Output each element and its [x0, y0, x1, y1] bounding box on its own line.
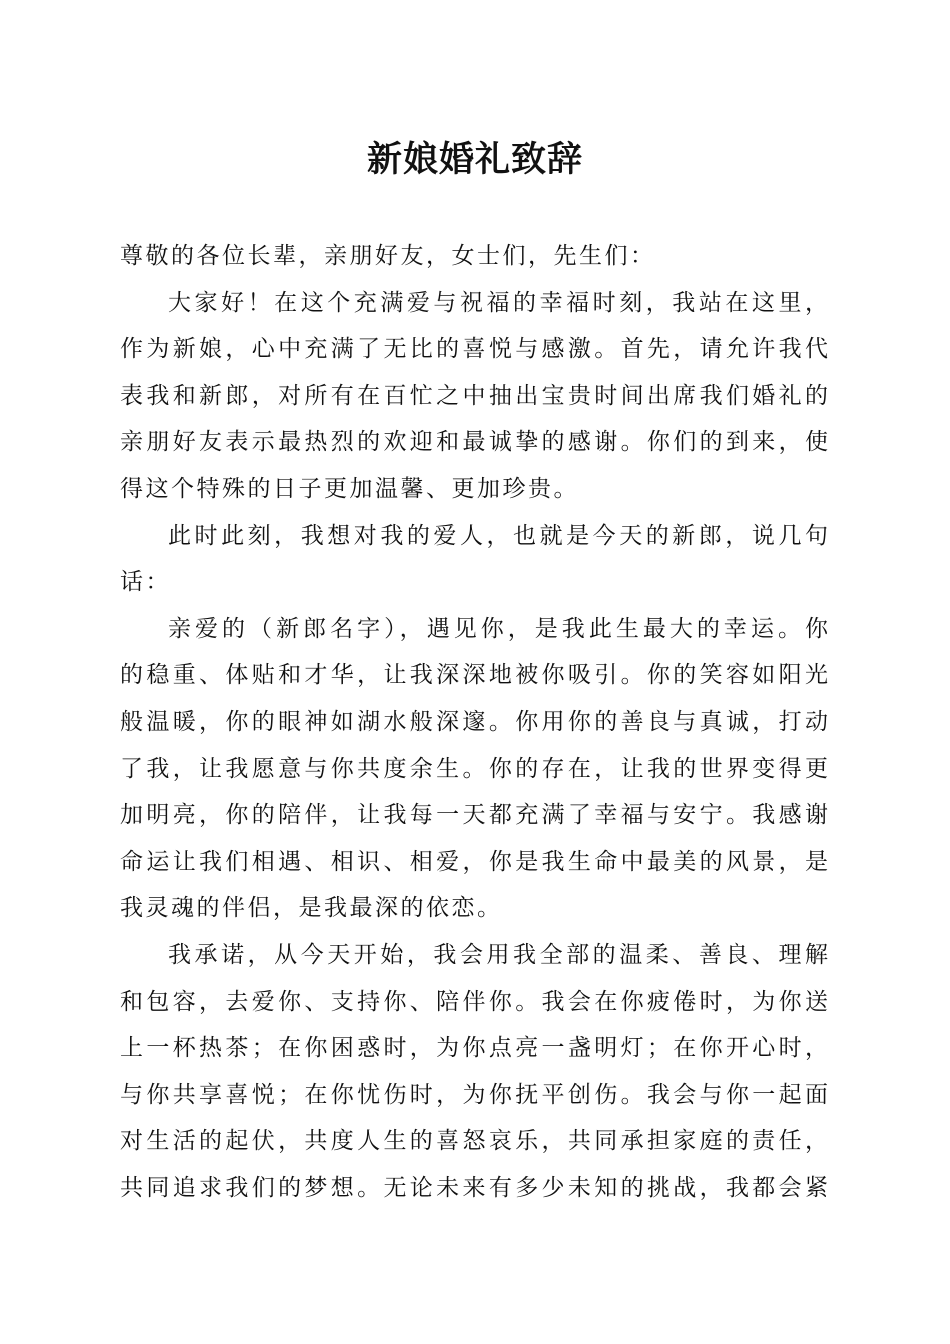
text-line: 话： [120, 569, 171, 596]
text-line: 得这个特殊的日子更加温馨、更加珍贵。 [120, 475, 579, 502]
text-line: 命运让我们相遇、相识、相爱，你是我生命中最美的风景，是 [120, 848, 828, 875]
text-line: 我承诺，从今天开始，我会用我全部的温柔、善良、理解 [168, 941, 828, 968]
document-body [120, 233, 828, 1211]
text-line: 对生活的起伏，共度人生的喜怒哀乐，共同承担家庭的责任， [120, 1128, 828, 1155]
text-line: 我灵魂的伴侣，是我最深的依恋。 [120, 895, 503, 922]
text-line: 的稳重、体贴和才华，让我深深地被你吸引。你的笑容如阳光 [120, 662, 828, 689]
text-line: 大家好！在这个充满爱与祝福的幸福时刻，我站在这里， [168, 289, 828, 316]
text-line: 作为新娘，心中充满了无比的喜悦与感激。首先，请允许我代 [120, 336, 828, 363]
text-line: 上一杯热茶；在你困惑时，为你点亮一盏明灯；在你开心时， [120, 1035, 828, 1062]
text-line: 此时此刻，我想对我的爱人，也就是今天的新郎，说几句 [168, 522, 828, 549]
text-line: 和包容，去爱你、支持你、陪伴你。我会在你疲倦时，为你送 [120, 988, 828, 1015]
text-line: 尊敬的各位长辈，亲朋好友，女士们，先生们： [120, 243, 656, 269]
text-line: 共同追求我们的梦想。无论未来有多少未知的挑战，我都会紧 [120, 1174, 828, 1201]
document-title: 新娘婚礼致辞 [366, 139, 583, 180]
text-line: 亲爱的（新郎名字），遇见你，是我此生最大的幸运。你 [168, 615, 828, 642]
text-line: 加明亮，你的陪伴，让我每一天都充满了幸福与安宁。我感谢 [120, 802, 828, 829]
text-line: 了我，让我愿意与你共度余生。你的存在，让我的世界变得更 [120, 755, 828, 782]
text-line: 与你共享喜悦；在你忧伤时，为你抚平创伤。我会与你一起面 [120, 1081, 828, 1108]
text-line: 亲朋好友表示最热烈的欢迎和最诚挚的感谢。你们的到来，使 [120, 429, 828, 456]
text-line: 表我和新郎，对所有在百忙之中抽出宝贵时间出席我们婚礼的 [120, 382, 828, 409]
text-line: 般温暖，你的眼神如湖水般深邃。你用你的善良与真诚，打动 [120, 708, 828, 735]
